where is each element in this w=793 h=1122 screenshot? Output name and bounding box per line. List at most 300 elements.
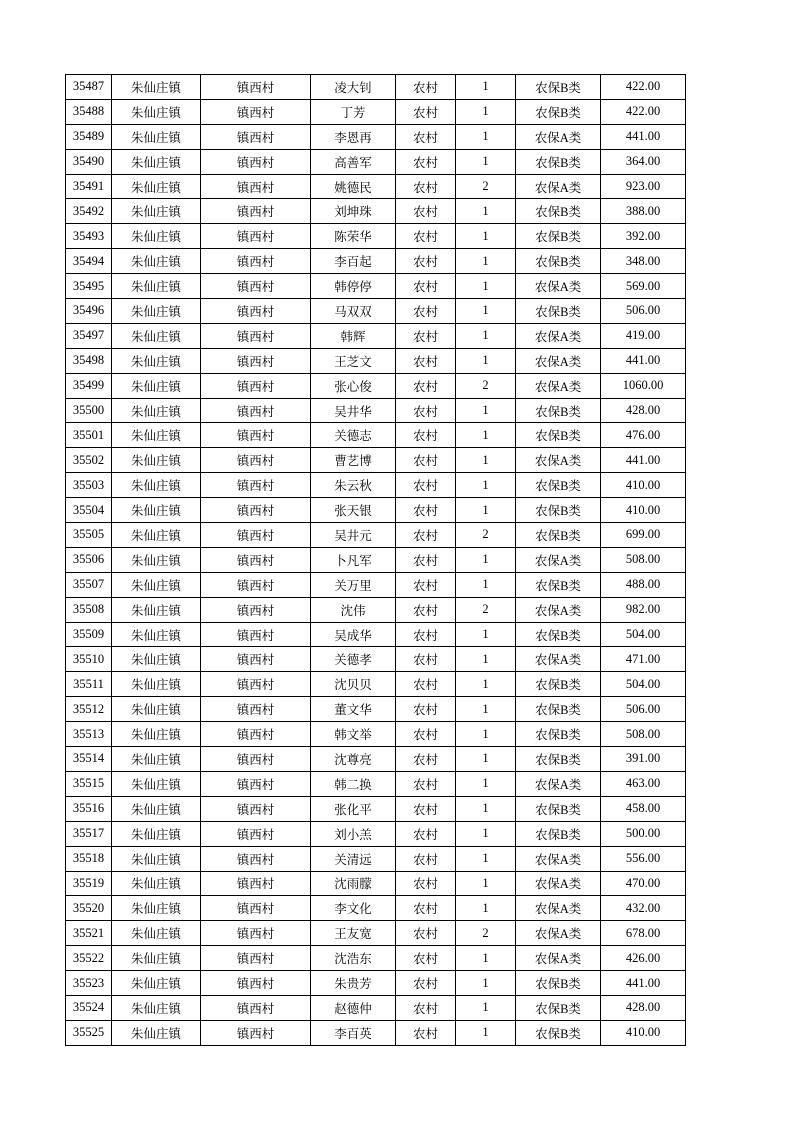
cell-village: 镇西村	[201, 871, 311, 896]
cell-town: 朱仙庄镇	[112, 647, 201, 672]
cell-count: 1	[456, 423, 516, 448]
cell-count: 1	[456, 99, 516, 124]
cell-village: 镇西村	[201, 796, 311, 821]
cell-record-id: 35500	[66, 398, 112, 423]
cell-record-id: 35513	[66, 722, 112, 747]
cell-town: 朱仙庄镇	[112, 299, 201, 324]
cell-town: 朱仙庄镇	[112, 672, 201, 697]
cell-name: 卜凡军	[311, 547, 396, 572]
cell-amount: 699.00	[601, 523, 686, 548]
cell-name: 王芝文	[311, 348, 396, 373]
cell-count: 1	[456, 199, 516, 224]
cell-name: 关德志	[311, 423, 396, 448]
cell-town: 朱仙庄镇	[112, 871, 201, 896]
cell-village: 镇西村	[201, 249, 311, 274]
cell-town: 朱仙庄镇	[112, 896, 201, 921]
cell-record-id: 35488	[66, 99, 112, 124]
cell-amount: 426.00	[601, 946, 686, 971]
cell-amount: 364.00	[601, 149, 686, 174]
cell-residence: 农村	[396, 498, 456, 523]
table-row	[66, 249, 686, 274]
cell-town: 朱仙庄镇	[112, 348, 201, 373]
cell-category: 农保A类	[516, 921, 601, 946]
table-row	[66, 896, 686, 921]
cell-record-id: 35501	[66, 423, 112, 448]
cell-record-id: 35504	[66, 498, 112, 523]
cell-count: 1	[456, 995, 516, 1020]
cell-category: 农保B类	[516, 75, 601, 100]
cell-amount: 410.00	[601, 498, 686, 523]
cell-category: 农保B类	[516, 572, 601, 597]
cell-town: 朱仙庄镇	[112, 323, 201, 348]
cell-record-id: 35519	[66, 871, 112, 896]
cell-record-id: 35502	[66, 448, 112, 473]
cell-name: 王友宽	[311, 921, 396, 946]
cell-name: 李恩再	[311, 124, 396, 149]
cell-amount: 508.00	[601, 722, 686, 747]
cell-name: 关清远	[311, 846, 396, 871]
cell-name: 李百起	[311, 249, 396, 274]
cell-count: 2	[456, 174, 516, 199]
cell-name: 李百英	[311, 1020, 396, 1045]
cell-amount: 508.00	[601, 547, 686, 572]
cell-village: 镇西村	[201, 398, 311, 423]
cell-category: 农保B类	[516, 199, 601, 224]
cell-village: 镇西村	[201, 274, 311, 299]
cell-count: 2	[456, 597, 516, 622]
cell-residence: 农村	[396, 299, 456, 324]
cell-category: 农保B类	[516, 971, 601, 996]
cell-village: 镇西村	[201, 846, 311, 871]
cell-count: 1	[456, 971, 516, 996]
table-row	[66, 747, 686, 772]
cell-name: 曹艺博	[311, 448, 396, 473]
cell-category: 农保A类	[516, 771, 601, 796]
cell-record-id: 35522	[66, 946, 112, 971]
cell-category: 农保B类	[516, 498, 601, 523]
cell-record-id: 35506	[66, 547, 112, 572]
table-row	[66, 1020, 686, 1045]
cell-village: 镇西村	[201, 299, 311, 324]
cell-category: 农保B类	[516, 796, 601, 821]
cell-residence: 农村	[396, 971, 456, 996]
cell-residence: 农村	[396, 423, 456, 448]
table-row	[66, 498, 686, 523]
cell-town: 朱仙庄镇	[112, 124, 201, 149]
table-row	[66, 373, 686, 398]
cell-residence: 农村	[396, 99, 456, 124]
cell-name: 高善军	[311, 149, 396, 174]
cell-village: 镇西村	[201, 572, 311, 597]
cell-residence: 农村	[396, 348, 456, 373]
cell-town: 朱仙庄镇	[112, 448, 201, 473]
cell-category: 农保A类	[516, 946, 601, 971]
cell-record-id: 35516	[66, 796, 112, 821]
cell-village: 镇西村	[201, 1020, 311, 1045]
cell-village: 镇西村	[201, 149, 311, 174]
cell-village: 镇西村	[201, 622, 311, 647]
table-row	[66, 323, 686, 348]
table-row	[66, 722, 686, 747]
cell-name: 朱云秋	[311, 473, 396, 498]
cell-town: 朱仙庄镇	[112, 995, 201, 1020]
cell-residence: 农村	[396, 871, 456, 896]
cell-record-id: 35520	[66, 896, 112, 921]
table-row	[66, 174, 686, 199]
cell-category: 农保B类	[516, 224, 601, 249]
cell-category: 农保B类	[516, 149, 601, 174]
table-row	[66, 597, 686, 622]
cell-category: 农保A类	[516, 846, 601, 871]
cell-amount: 556.00	[601, 846, 686, 871]
cell-name: 李文化	[311, 896, 396, 921]
cell-category: 农保B类	[516, 249, 601, 274]
cell-count: 1	[456, 124, 516, 149]
cell-category: 农保B类	[516, 1020, 601, 1045]
cell-village: 镇西村	[201, 199, 311, 224]
cell-name: 赵德仲	[311, 995, 396, 1020]
cell-residence: 农村	[396, 448, 456, 473]
table-body	[66, 75, 686, 1046]
cell-record-id: 35518	[66, 846, 112, 871]
cell-count: 1	[456, 473, 516, 498]
table-row	[66, 946, 686, 971]
cell-count: 1	[456, 149, 516, 174]
cell-residence: 农村	[396, 995, 456, 1020]
cell-count: 1	[456, 771, 516, 796]
cell-town: 朱仙庄镇	[112, 946, 201, 971]
cell-name: 陈荣华	[311, 224, 396, 249]
cell-town: 朱仙庄镇	[112, 274, 201, 299]
cell-town: 朱仙庄镇	[112, 796, 201, 821]
cell-town: 朱仙庄镇	[112, 373, 201, 398]
cell-count: 2	[456, 373, 516, 398]
cell-town: 朱仙庄镇	[112, 149, 201, 174]
cell-amount: 504.00	[601, 672, 686, 697]
cell-count: 1	[456, 821, 516, 846]
cell-town: 朱仙庄镇	[112, 697, 201, 722]
cell-town: 朱仙庄镇	[112, 821, 201, 846]
cell-record-id: 35496	[66, 299, 112, 324]
cell-residence: 农村	[396, 224, 456, 249]
cell-name: 韩停停	[311, 274, 396, 299]
cell-village: 镇西村	[201, 99, 311, 124]
table-row	[66, 149, 686, 174]
cell-town: 朱仙庄镇	[112, 75, 201, 100]
cell-record-id: 35489	[66, 124, 112, 149]
cell-town: 朱仙庄镇	[112, 572, 201, 597]
table-row	[66, 846, 686, 871]
cell-town: 朱仙庄镇	[112, 523, 201, 548]
cell-name: 吴井华	[311, 398, 396, 423]
cell-amount: 441.00	[601, 448, 686, 473]
cell-residence: 农村	[396, 821, 456, 846]
cell-count: 1	[456, 547, 516, 572]
cell-town: 朱仙庄镇	[112, 498, 201, 523]
cell-town: 朱仙庄镇	[112, 1020, 201, 1045]
cell-category: 农保A类	[516, 871, 601, 896]
cell-category: 农保B类	[516, 523, 601, 548]
cell-amount: 441.00	[601, 348, 686, 373]
cell-count: 1	[456, 871, 516, 896]
cell-amount: 470.00	[601, 871, 686, 896]
table-row	[66, 224, 686, 249]
cell-amount: 441.00	[601, 971, 686, 996]
cell-count: 1	[456, 896, 516, 921]
cell-name: 沈尊亮	[311, 747, 396, 772]
cell-amount: 432.00	[601, 896, 686, 921]
table-row	[66, 75, 686, 100]
cell-name: 韩文举	[311, 722, 396, 747]
cell-village: 镇西村	[201, 995, 311, 1020]
cell-amount: 982.00	[601, 597, 686, 622]
cell-town: 朱仙庄镇	[112, 249, 201, 274]
cell-category: 农保A类	[516, 373, 601, 398]
cell-town: 朱仙庄镇	[112, 747, 201, 772]
cell-record-id: 35508	[66, 597, 112, 622]
cell-town: 朱仙庄镇	[112, 547, 201, 572]
table-row	[66, 398, 686, 423]
cell-record-id: 35503	[66, 473, 112, 498]
cell-category: 农保B类	[516, 672, 601, 697]
cell-count: 1	[456, 448, 516, 473]
cell-name: 沈雨朦	[311, 871, 396, 896]
cell-residence: 农村	[396, 572, 456, 597]
cell-count: 1	[456, 622, 516, 647]
cell-village: 镇西村	[201, 747, 311, 772]
cell-residence: 农村	[396, 747, 456, 772]
cell-residence: 农村	[396, 75, 456, 100]
cell-village: 镇西村	[201, 75, 311, 100]
cell-village: 镇西村	[201, 946, 311, 971]
cell-name: 张天银	[311, 498, 396, 523]
cell-record-id: 35521	[66, 921, 112, 946]
cell-amount: 410.00	[601, 1020, 686, 1045]
cell-record-id: 35492	[66, 199, 112, 224]
table-row	[66, 871, 686, 896]
cell-town: 朱仙庄镇	[112, 473, 201, 498]
cell-record-id: 35490	[66, 149, 112, 174]
cell-name: 沈贝贝	[311, 672, 396, 697]
cell-amount: 504.00	[601, 622, 686, 647]
cell-residence: 农村	[396, 921, 456, 946]
cell-count: 1	[456, 75, 516, 100]
cell-amount: 422.00	[601, 99, 686, 124]
cell-village: 镇西村	[201, 821, 311, 846]
cell-count: 1	[456, 348, 516, 373]
cell-village: 镇西村	[201, 697, 311, 722]
cell-village: 镇西村	[201, 672, 311, 697]
cell-name: 凌大钊	[311, 75, 396, 100]
cell-category: 农保B类	[516, 722, 601, 747]
table-row	[66, 572, 686, 597]
cell-name: 刘小羔	[311, 821, 396, 846]
cell-name: 刘坤珠	[311, 199, 396, 224]
cell-village: 镇西村	[201, 597, 311, 622]
cell-residence: 农村	[396, 323, 456, 348]
cell-village: 镇西村	[201, 373, 311, 398]
table-row	[66, 99, 686, 124]
cell-count: 1	[456, 747, 516, 772]
cell-amount: 476.00	[601, 423, 686, 448]
cell-count: 1	[456, 796, 516, 821]
cell-town: 朱仙庄镇	[112, 622, 201, 647]
cell-count: 1	[456, 498, 516, 523]
cell-name: 张化平	[311, 796, 396, 821]
cell-name: 张心俊	[311, 373, 396, 398]
cell-record-id: 35512	[66, 697, 112, 722]
cell-record-id: 35493	[66, 224, 112, 249]
cell-record-id: 35499	[66, 373, 112, 398]
table-row	[66, 821, 686, 846]
table-row	[66, 622, 686, 647]
cell-village: 镇西村	[201, 971, 311, 996]
cell-amount: 488.00	[601, 572, 686, 597]
cell-count: 1	[456, 274, 516, 299]
cell-record-id: 35517	[66, 821, 112, 846]
cell-amount: 391.00	[601, 747, 686, 772]
table-row	[66, 199, 686, 224]
table-row	[66, 299, 686, 324]
cell-category: 农保B类	[516, 99, 601, 124]
table-row	[66, 473, 686, 498]
cell-village: 镇西村	[201, 771, 311, 796]
cell-village: 镇西村	[201, 896, 311, 921]
cell-village: 镇西村	[201, 647, 311, 672]
cell-count: 1	[456, 299, 516, 324]
cell-amount: 506.00	[601, 697, 686, 722]
cell-amount: 428.00	[601, 398, 686, 423]
cell-amount: 471.00	[601, 647, 686, 672]
cell-category: 农保B类	[516, 398, 601, 423]
cell-count: 1	[456, 697, 516, 722]
cell-amount: 441.00	[601, 124, 686, 149]
cell-name: 马双双	[311, 299, 396, 324]
table-row	[66, 697, 686, 722]
cell-residence: 农村	[396, 1020, 456, 1045]
cell-amount: 569.00	[601, 274, 686, 299]
cell-town: 朱仙庄镇	[112, 846, 201, 871]
cell-residence: 农村	[396, 796, 456, 821]
cell-town: 朱仙庄镇	[112, 398, 201, 423]
cell-category: 农保B类	[516, 747, 601, 772]
cell-town: 朱仙庄镇	[112, 597, 201, 622]
cell-record-id: 35523	[66, 971, 112, 996]
cell-residence: 农村	[396, 697, 456, 722]
cell-category: 农保B类	[516, 697, 601, 722]
cell-residence: 农村	[396, 547, 456, 572]
cell-amount: 463.00	[601, 771, 686, 796]
cell-amount: 392.00	[601, 224, 686, 249]
cell-count: 1	[456, 249, 516, 274]
cell-village: 镇西村	[201, 224, 311, 249]
cell-category: 农保A类	[516, 323, 601, 348]
cell-count: 1	[456, 672, 516, 697]
cell-category: 农保A类	[516, 647, 601, 672]
cell-residence: 农村	[396, 398, 456, 423]
cell-category: 农保A类	[516, 547, 601, 572]
cell-amount: 388.00	[601, 199, 686, 224]
cell-residence: 农村	[396, 523, 456, 548]
table-row	[66, 448, 686, 473]
cell-amount: 428.00	[601, 995, 686, 1020]
cell-category: 农保B类	[516, 821, 601, 846]
cell-town: 朱仙庄镇	[112, 921, 201, 946]
cell-category: 农保B类	[516, 423, 601, 448]
cell-amount: 458.00	[601, 796, 686, 821]
cell-category: 农保A类	[516, 348, 601, 373]
cell-record-id: 35524	[66, 995, 112, 1020]
cell-residence: 农村	[396, 846, 456, 871]
cell-town: 朱仙庄镇	[112, 99, 201, 124]
cell-record-id: 35514	[66, 747, 112, 772]
cell-count: 1	[456, 398, 516, 423]
cell-village: 镇西村	[201, 174, 311, 199]
cell-count: 1	[456, 224, 516, 249]
table-row	[66, 124, 686, 149]
cell-count: 1	[456, 1020, 516, 1045]
cell-residence: 农村	[396, 896, 456, 921]
cell-count: 2	[456, 523, 516, 548]
cell-category: 农保B类	[516, 473, 601, 498]
cell-record-id: 35495	[66, 274, 112, 299]
cell-town: 朱仙庄镇	[112, 771, 201, 796]
cell-amount: 678.00	[601, 921, 686, 946]
benefits-table	[65, 74, 686, 1046]
table-row	[66, 771, 686, 796]
cell-residence: 农村	[396, 672, 456, 697]
cell-record-id: 35509	[66, 622, 112, 647]
cell-residence: 农村	[396, 771, 456, 796]
cell-residence: 农村	[396, 622, 456, 647]
cell-town: 朱仙庄镇	[112, 971, 201, 996]
cell-record-id: 35510	[66, 647, 112, 672]
cell-record-id: 35487	[66, 75, 112, 100]
cell-name: 韩二换	[311, 771, 396, 796]
table-row	[66, 274, 686, 299]
cell-village: 镇西村	[201, 423, 311, 448]
cell-record-id: 35505	[66, 523, 112, 548]
cell-amount: 422.00	[601, 75, 686, 100]
cell-count: 1	[456, 946, 516, 971]
cell-village: 镇西村	[201, 523, 311, 548]
cell-name: 沈伟	[311, 597, 396, 622]
cell-name: 吴井元	[311, 523, 396, 548]
cell-residence: 农村	[396, 722, 456, 747]
cell-residence: 农村	[396, 124, 456, 149]
cell-count: 1	[456, 647, 516, 672]
cell-record-id: 35511	[66, 672, 112, 697]
cell-category: 农保A类	[516, 896, 601, 921]
cell-village: 镇西村	[201, 323, 311, 348]
cell-record-id: 35498	[66, 348, 112, 373]
cell-category: 农保B类	[516, 299, 601, 324]
cell-name: 关万里	[311, 572, 396, 597]
cell-town: 朱仙庄镇	[112, 174, 201, 199]
cell-name: 董文华	[311, 697, 396, 722]
cell-residence: 农村	[396, 174, 456, 199]
cell-record-id: 35497	[66, 323, 112, 348]
cell-category: 农保B类	[516, 995, 601, 1020]
cell-residence: 农村	[396, 149, 456, 174]
cell-village: 镇西村	[201, 348, 311, 373]
cell-category: 农保A类	[516, 274, 601, 299]
cell-amount: 506.00	[601, 299, 686, 324]
cell-residence: 农村	[396, 274, 456, 299]
table-row	[66, 971, 686, 996]
cell-village: 镇西村	[201, 473, 311, 498]
cell-amount: 348.00	[601, 249, 686, 274]
